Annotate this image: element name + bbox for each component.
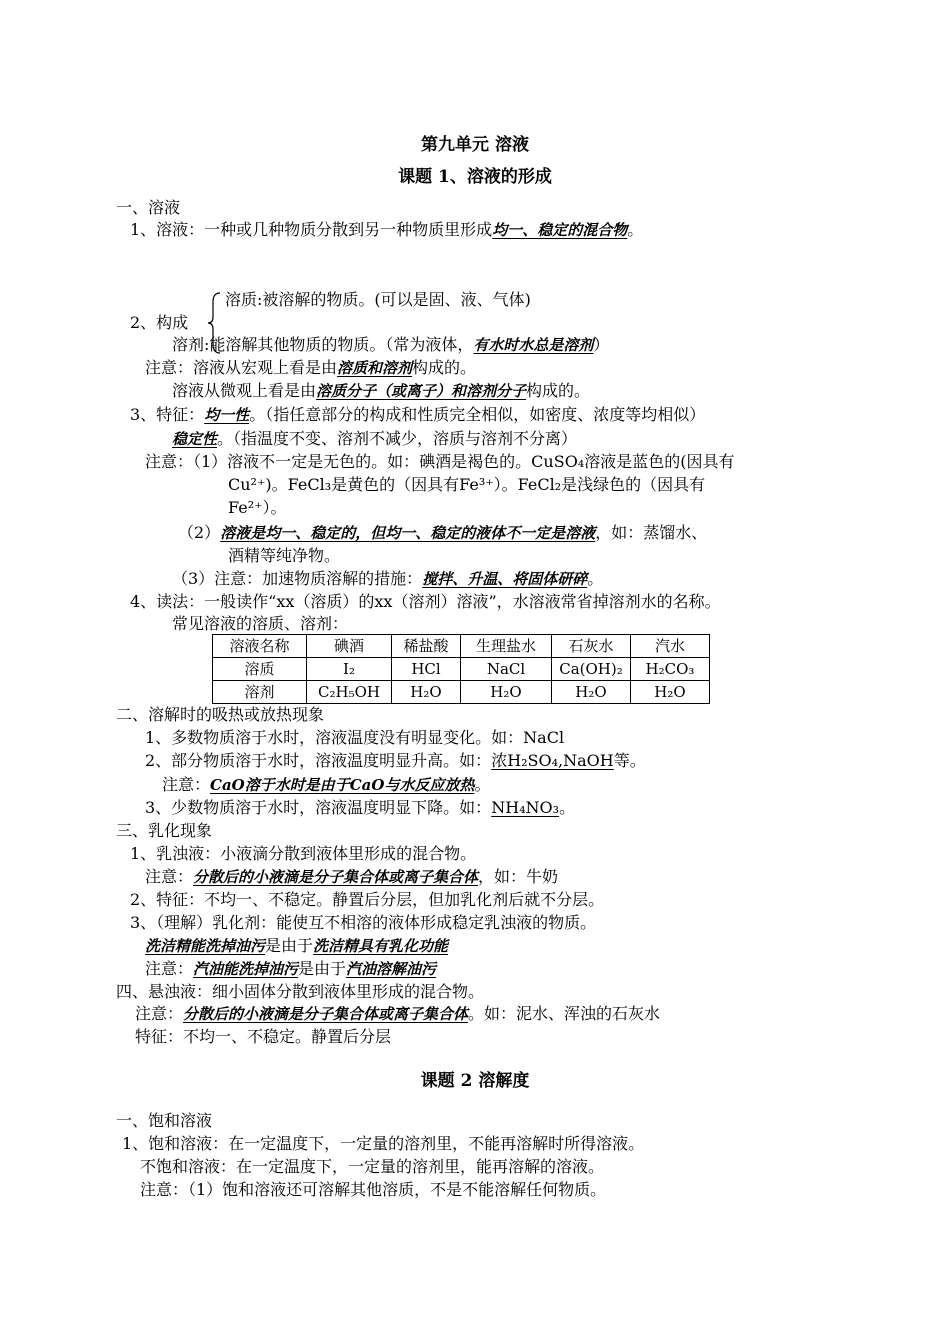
table-cell: 溶液名称 xyxy=(213,635,307,658)
table-cell: H₂O xyxy=(392,681,461,704)
common-solutions-caption: 常见溶液的溶质、溶剂： xyxy=(172,614,349,633)
key-phrase: 均一、稳定的混合物 xyxy=(492,221,628,239)
emulsion-gasoline xyxy=(145,958,436,980)
section-saturated: 一、饱和溶液 xyxy=(116,1111,213,1130)
table-cell: H₂O xyxy=(631,681,710,704)
text: 是由于 xyxy=(265,936,314,955)
table-cell: I₂ xyxy=(307,658,392,681)
feature-stable xyxy=(172,428,577,450)
text: （2） xyxy=(178,523,221,542)
text: 。（指任意部分的构成和性质完全相似，如密度、浓度等均相似） xyxy=(249,405,706,424)
table-row xyxy=(213,658,710,681)
text: 。 xyxy=(474,775,491,794)
text: ，如：牛奶 xyxy=(478,867,559,886)
text: 。 xyxy=(627,220,644,239)
composition-label: 2、构成 xyxy=(130,313,189,332)
key-phrase: 稳定性 xyxy=(172,430,218,448)
text: 溶剂:能溶解其他物质的物质。（常为液体， xyxy=(172,335,474,354)
heat-item-3 xyxy=(145,797,575,819)
table-cell: 稀盐酸 xyxy=(392,635,461,658)
key-phrase: 搅拌、升温、将固体研碎 xyxy=(422,570,588,588)
table-cell: HCl xyxy=(392,658,461,681)
text: 注意： xyxy=(145,867,194,886)
emulsion-item-3: 3、（理解）乳化剂：能使互不相溶的液体形成稳定乳浊液的物质。 xyxy=(130,913,597,932)
table-row xyxy=(213,681,710,704)
text: 注意：溶液从宏观上看是由 xyxy=(145,358,338,377)
key-phrase: 浓H₂SO₄,NaOH xyxy=(491,751,614,770)
text: 3、少数物质溶于水时，溶液温度明显下降。如： xyxy=(145,798,492,817)
key-phrase: 洗洁精能洗掉油污 xyxy=(145,937,266,955)
note-speed-up xyxy=(172,568,603,590)
note-pure-substance xyxy=(178,522,707,544)
heat-item-1: 1、多数物质溶于水时，溶液温度没有明显变化。如：NaCl xyxy=(145,728,565,747)
text: 是由于 xyxy=(298,959,347,978)
text: 。（指温度不变、溶剂不减少，溶质与溶剂不分离） xyxy=(217,429,578,448)
table-cell: H₂CO₃ xyxy=(631,658,710,681)
emulsion-item-1: 1、乳浊液：小液滴分散到液体里形成的混合物。 xyxy=(130,844,477,863)
text: ） xyxy=(593,335,610,354)
key-phrase: 洗洁精具有乳化功能 xyxy=(313,937,449,955)
note-color-2: Cu²⁺)。FeCl₃是黄色的（因具有Fe³⁺）。FeCl₂是浅绿色的（因具有 xyxy=(228,475,706,494)
text: 等。 xyxy=(613,751,646,770)
emulsion-item-2: 2、特征：不均一、不稳定。静置后分层，但加乳化剂后就不分层。 xyxy=(130,890,605,909)
reading-rule: 4、读法：一般读作“xx（溶质）的xx（溶剂）溶液”，水溶液常省掉溶剂水的名称。 xyxy=(130,592,721,611)
note-pure-substance-2: 酒精等纯净物。 xyxy=(228,546,341,565)
note-color-3: Fe²⁺）。 xyxy=(228,498,287,517)
table-cell: 汽水 xyxy=(631,635,710,658)
emulsion-note xyxy=(145,866,558,888)
table-cell: H₂O xyxy=(461,681,552,704)
text: 3、特征： xyxy=(130,405,205,424)
note-color-1: 注意：（1）溶液不一定是无色的。如：碘酒是褐色的。CuSO₄溶液是蓝色的(因具有 xyxy=(145,452,735,471)
text: 1、溶液：一种或几种物质分散到另一种物质里形成 xyxy=(130,220,493,239)
unsaturated-definition: 不饱和溶液：在一定温度下，一定量的溶剂里，能再溶解的溶液。 xyxy=(140,1157,605,1176)
text: 。 xyxy=(587,569,604,588)
key-phrase: 有水时水总是溶剂 xyxy=(473,336,594,354)
key-phrase: 均一性 xyxy=(204,406,250,424)
feature-uniform xyxy=(130,404,705,426)
key-phrase: 溶液是均一、稳定的，但均一、稳定的液体不一定是溶液 xyxy=(220,524,596,542)
text: 。如：泥水、浑浊的石灰水 xyxy=(468,1004,661,1023)
topic1-title: 课题 1、溶液的形成 xyxy=(398,167,552,187)
heat-note xyxy=(162,774,490,796)
text: 溶液从微观上看是由 xyxy=(172,381,317,400)
key-phrase: CaO溶于水时是由于CaO与水反应放热 xyxy=(210,776,475,794)
table-cell: 石灰水 xyxy=(552,635,631,658)
table-row xyxy=(213,635,710,658)
solutions-table xyxy=(212,634,710,704)
section-solution: 一、溶液 xyxy=(116,198,181,217)
key-phrase: 分散后的小液滴是分子集合体或离子集合体 xyxy=(183,1005,469,1023)
page-title: 第九单元 溶液 xyxy=(421,135,529,155)
key-phrase: 汽油溶解油污 xyxy=(346,960,437,978)
text: 。 xyxy=(559,798,576,817)
text: 注意： xyxy=(145,959,194,978)
text: 注意： xyxy=(135,1004,184,1023)
text: （3）注意：加速物质溶解的措施： xyxy=(172,569,423,588)
saturated-note: 注意：（1）饱和溶液还可溶解其他溶质，不是不能溶解任何物质。 xyxy=(140,1180,607,1199)
table-cell: C₂H₅OH xyxy=(307,681,392,704)
section-suspension: 四、悬浊液：细小固体分散到液体里形成的混合物。 xyxy=(116,982,485,1001)
key-phrase: 溶质分子（或离子）和溶剂分子 xyxy=(316,382,527,400)
note-macro xyxy=(145,357,476,379)
text: 构成的。 xyxy=(412,358,477,377)
table-cell: 生理盐水 xyxy=(461,635,552,658)
saturated-definition: 1、饱和溶液：在一定温度下，一定量的溶剂里，不能再溶解时所得溶液。 xyxy=(122,1134,645,1153)
emulsion-detergent xyxy=(145,935,448,957)
composition-solute: 溶质:被溶解的物质。(可以是固、液、气体) xyxy=(225,290,531,309)
text: 构成的。 xyxy=(526,381,591,400)
text: ，如：蒸馏水、 xyxy=(595,523,708,542)
topic2-title: 课题 2 溶解度 xyxy=(420,1071,530,1091)
composition-solvent xyxy=(172,334,609,356)
table-cell: 碘酒 xyxy=(307,635,392,658)
key-phrase: 溶质和溶剂 xyxy=(337,359,413,377)
key-phrase: NH₄NO₃ xyxy=(491,798,560,817)
solution-definition xyxy=(130,219,643,241)
table-cell: 溶剂 xyxy=(213,681,307,704)
section-heat: 二、溶解时的吸热或放热现象 xyxy=(116,705,325,724)
table-cell: H₂O xyxy=(552,681,631,704)
heat-item-2 xyxy=(145,750,646,772)
key-phrase: 汽油能洗掉油污 xyxy=(193,960,299,978)
section-emulsion: 三、乳化现象 xyxy=(116,821,213,840)
table-cell: NaCl xyxy=(461,658,552,681)
text: 注意： xyxy=(162,775,211,794)
key-phrase: 分散后的小液滴是分子集合体或离子集合体 xyxy=(193,868,479,886)
suspension-feature: 特征：不均一、不稳定。静置后分层 xyxy=(135,1027,392,1046)
text: 2、部分物质溶于水时，溶液温度明显升高。如： xyxy=(145,751,492,770)
table-cell: 溶质 xyxy=(213,658,307,681)
note-micro xyxy=(172,380,590,402)
table-cell: Ca(OH)₂ xyxy=(552,658,631,681)
suspension-note xyxy=(135,1003,660,1025)
